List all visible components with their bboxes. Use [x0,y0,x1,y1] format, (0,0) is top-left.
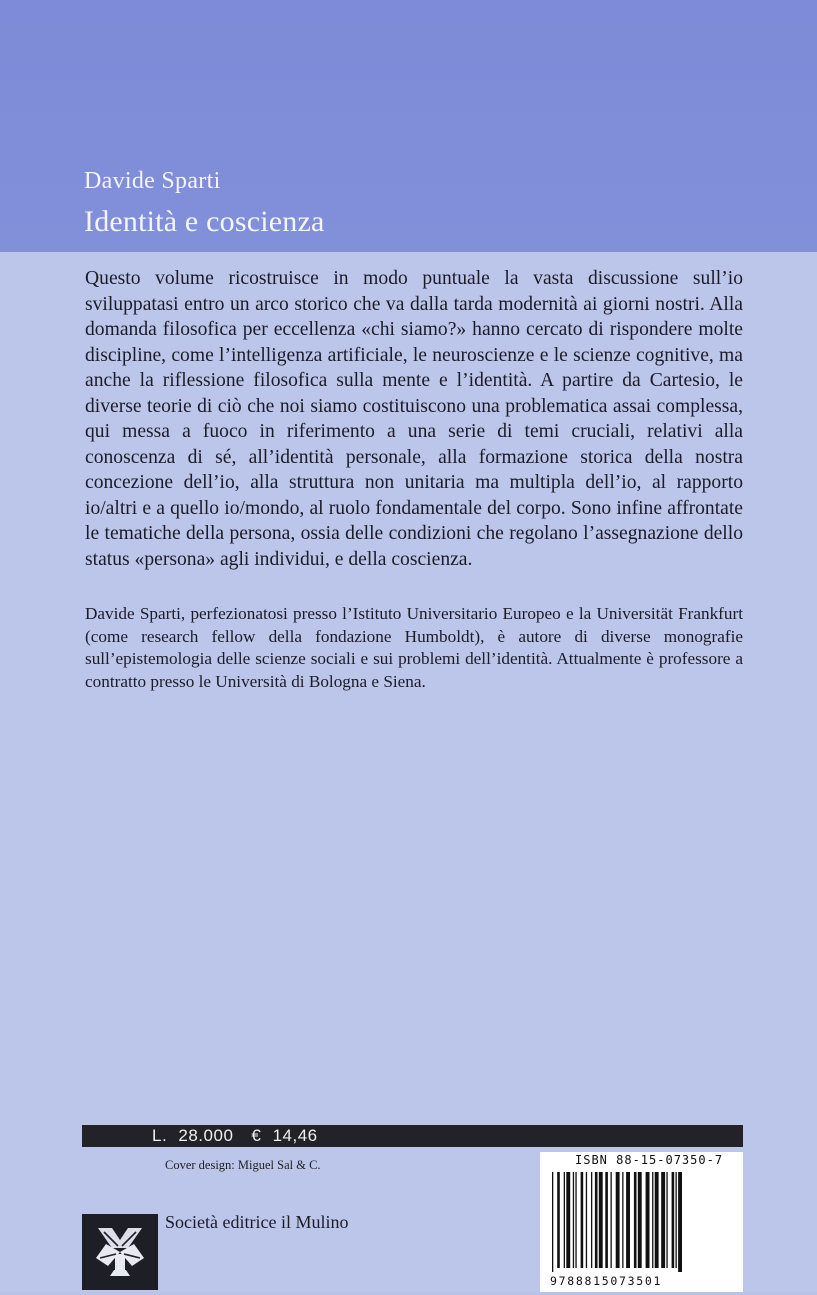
barcode-bar [566,1172,570,1268]
barcode-bar [599,1172,603,1268]
barcode-bar [678,1172,682,1272]
barcode-bar [591,1172,592,1268]
barcode-bar [595,1172,598,1268]
barcode-bar [564,1172,565,1268]
author-name: Davide Sparti [84,168,221,194]
barcode-bar [655,1172,659,1268]
barcode-bar [616,1172,620,1268]
barcode-bar [646,1172,650,1268]
price-lire: L. 28.000 [152,1126,234,1145]
author-bio: Davide Sparti, perfezionatosi presso l’Istituto Universitario Europeo e la Universität Frankfurt (come research fellow della fondazione Humboldt), è autore di diverse monografie sull’epistemologia delle scienze sociali e sui problemi dell’identità. Attualmente è professore a contratto presso le Università di Bologna e Siena. [85,604,743,691]
price-label [152,1124,336,1148]
barcode-bar [622,1172,623,1268]
book-description: Questo volume ricostruisce in modo puntuale la vasta discussione sull’io sviluppatasi entro un arco storico che va dalla tarda modernità ai giorni nostri. Alla domanda filosofica per eccellenza «chi siamo?» hanno cercato di rispondere molte discipline, come l’intelligenza artificiale, le neuroscienze e le scienze cognitive, ma anche la riflessione filosofica sulla mente e l’identità. A partire da Cartesio, le diverse teorie di ciò che noi siamo costituiscono una problematica assai complessa, qui messa a fuoco in riferimento a una serie di temi cruciali, relativi alla conoscenza di sé, all’identità personale, alla formazione storica della nostra concezione dell’io, alla struttura non unitaria ma multipla dell’io, al rapporto io/altri e a quello io/mondo, al ruolo fondamentale del corpo. Sono infine affrontate le tematiche della persona, ossia delle condizioni che regolano l’assegnazione dello status «persona» agli individui, e della coscienza. [85,268,743,570]
barcode-bar [552,1172,553,1272]
barcode-bar [573,1172,574,1268]
barcode-bar [661,1172,665,1268]
barcode-bar [672,1172,675,1268]
barcode-bar [634,1172,637,1268]
barcode [548,1172,738,1272]
barcode-bar [586,1172,587,1268]
barcode-bar [575,1172,576,1268]
barcode-number: 9788815073501 [550,1274,663,1288]
cover-design-credit: Cover design: Miguel Sal & C. [165,1158,321,1172]
isbn-label: ISBN 88-15-07350-7 [575,1153,724,1167]
windmill-icon [82,1214,158,1290]
barcode-bar [666,1172,667,1268]
book-title: Identità e coscienza [84,205,325,238]
barcode-bar [581,1172,584,1268]
barcode-bar [557,1172,560,1268]
barcode-bar [611,1172,612,1268]
publisher-name: Società editrice il Mulino [165,1212,349,1232]
barcode-bar [626,1172,630,1268]
barcode-bar [638,1172,642,1268]
price-euro: € 14,46 [251,1126,318,1145]
barcode-bar [676,1172,677,1268]
barcode-bar [605,1172,608,1268]
barcode-bar [652,1172,653,1268]
